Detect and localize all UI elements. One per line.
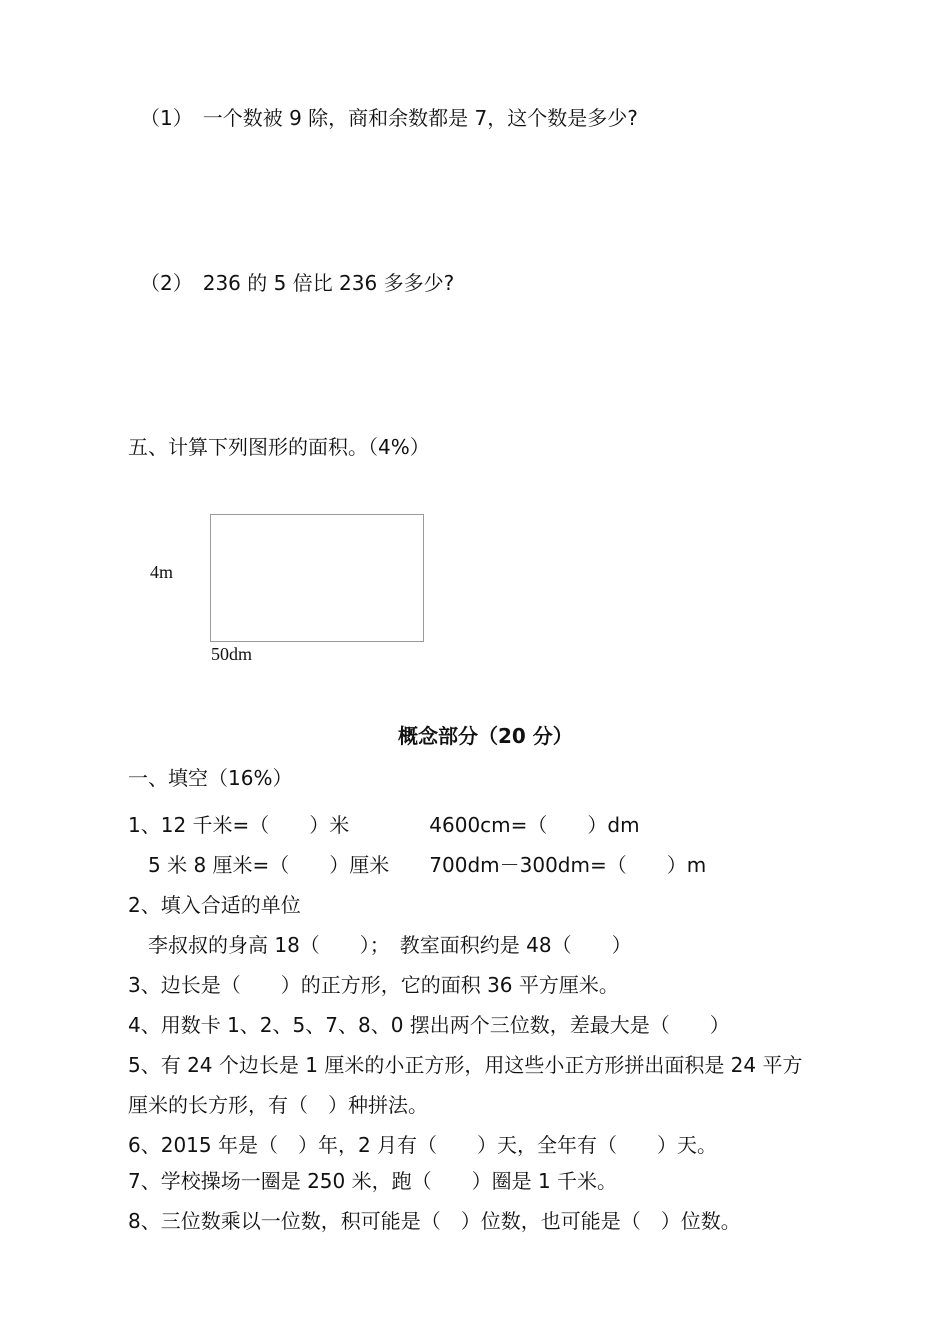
area-section-heading: 五、计算下列图形的面积。（4%） — [128, 435, 430, 459]
fill-item: 3、边长是（ ）的正方形，它的面积 36 平方厘米。 — [128, 973, 619, 997]
question-1: （1） 一个数被 9 除，商和余数都是 7，这个数是多少? — [140, 106, 638, 130]
fill-item: 4、用数卡 1、2、5、7、8、0 摆出两个三位数，差最大是（ ） — [128, 1013, 730, 1037]
bottom-length-label: 50dm — [211, 644, 253, 664]
fill-item: 2、填入合适的单位 — [128, 893, 301, 917]
fill-item: 6、2015 年是（ ）年，2 月有（ ）天，全年有（ ）天。 — [128, 1133, 718, 1157]
fill-item: 李叔叔的身高 18（ ）； 教室面积约是 48（ ） — [128, 933, 632, 957]
question-2: （2） 236 的 5 倍比 236 多多少? — [140, 271, 455, 295]
fill-item: 厘米的长方形，有（ ）种拼法。 — [128, 1093, 428, 1117]
fill-item: 8、三位数乘以一位数，积可能是（ ）位数，也可能是（ ）位数。 — [128, 1209, 741, 1233]
fill-item: 5、有 24 个边长是 1 厘米的小正方形，用这些小正方形拼出面积是 24 平方 — [128, 1053, 803, 1077]
fill-item: 7、学校操场一圈是 250 米，跑（ ）圈是 1 千米。 — [128, 1169, 618, 1193]
concept-section-title: 概念部分（20 分） — [398, 724, 573, 748]
fill-item: 1、12 千米=（ ）米 4600cm=（ ）dm — [128, 813, 640, 837]
rectangle-figure — [210, 514, 424, 642]
fill-blank-heading: 一、填空（16%） — [128, 766, 293, 790]
side-length-label: 4m — [150, 562, 174, 582]
fill-item: 5 米 8 厘米=（ ）厘米 700dm－300dm=（ ）m — [128, 853, 707, 877]
